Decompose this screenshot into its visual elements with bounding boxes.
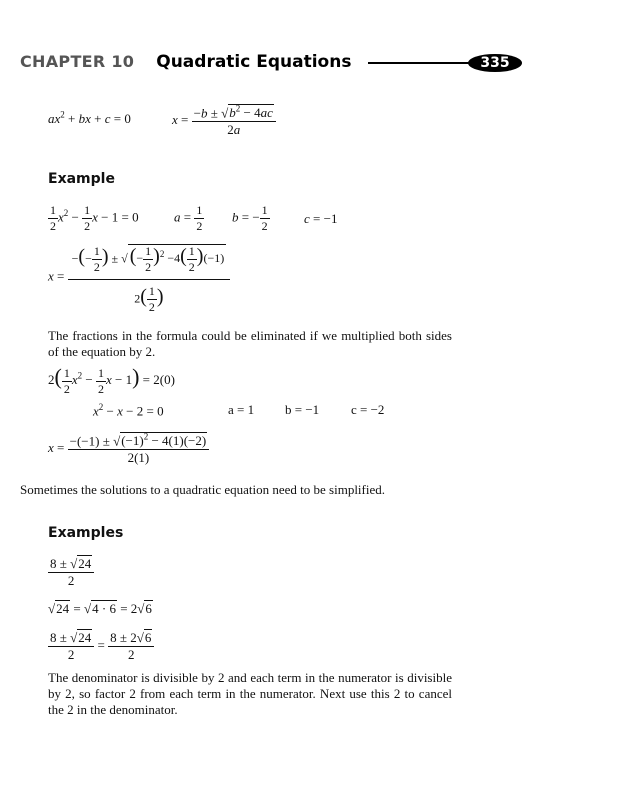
paragraph-eliminate-fractions: The fractions in the formula could be eliminated if we multiplied both sides of the equation by 2. <box>48 328 452 359</box>
example1-equation: $\frac{1}{2}$ $x^2$ − $\frac{1}{2}$ x − 1 = 0 <box>50 203 139 233</box>
examples-heading: Examples <box>48 525 124 541</box>
page-header <box>20 52 351 72</box>
examples-expr2: √24 = √4 · 6 = 2√6 <box>48 601 152 616</box>
standard-form: $ax^2$ + bx + c = 0 <box>48 110 131 127</box>
quadratic-formula: x = $\frac{-b \pm √b^2 - 4ac}{2a}$ <box>172 104 276 138</box>
example1b-substitution: x = $\frac{-(-1) \pm √(-1)^2 - 4(1)(-2)}{2(1)}$ <box>48 432 209 466</box>
example1b-c: c = −2 <box>351 402 385 417</box>
chapter-title: Quadratic Equations <box>156 52 352 72</box>
examples-expr1: $\frac{8 \pm √24}{2}$ <box>48 556 94 589</box>
example-heading: Example <box>48 171 115 187</box>
header-rule <box>368 62 480 64</box>
paragraph-simplify: Sometimes the solutions to a quadratic equation need to be simplified. <box>20 482 386 497</box>
example1b-simplified: $x^2 - x - 2 = 0$ <box>93 402 164 419</box>
page-number: 335 <box>468 54 522 72</box>
example1-a: a = $\frac{1}{2}$ <box>174 203 203 233</box>
examples-expr3: $\frac{8 \pm √24}{2}$ = $\frac{8 \pm 2√6}{2}$ <box>48 630 154 663</box>
example1b-a: a = 1 <box>228 402 255 417</box>
example1-b: b = − $\frac{1}{2}$ <box>232 203 268 233</box>
paragraph-denominator: The denominator is divisible by 2 and each term in the numerator is divisible by 2, so factor 2 from each term in the numerator. Next use this 2 to cancel the 2 in the denominator. <box>48 670 452 717</box>
chapter-label: CHAPTER 10 <box>20 52 135 71</box>
example1b-b: b = −1 <box>285 402 320 417</box>
example1-c: c = −1 <box>304 211 338 226</box>
example1b-multiplied: 2( $\frac{1}{2}$ $x^2$ − $\frac{1}{2}$ x − 1) = 2(0) <box>48 364 175 396</box>
example1-substitution: x = −(− $\frac{1}{2}$ ) ± √ (− $\frac{1}{2}$ )$^2$ −4( $\frac{1}{2}$ )(−1) 2( $\frac{1}{2}$ ) <box>48 240 230 315</box>
